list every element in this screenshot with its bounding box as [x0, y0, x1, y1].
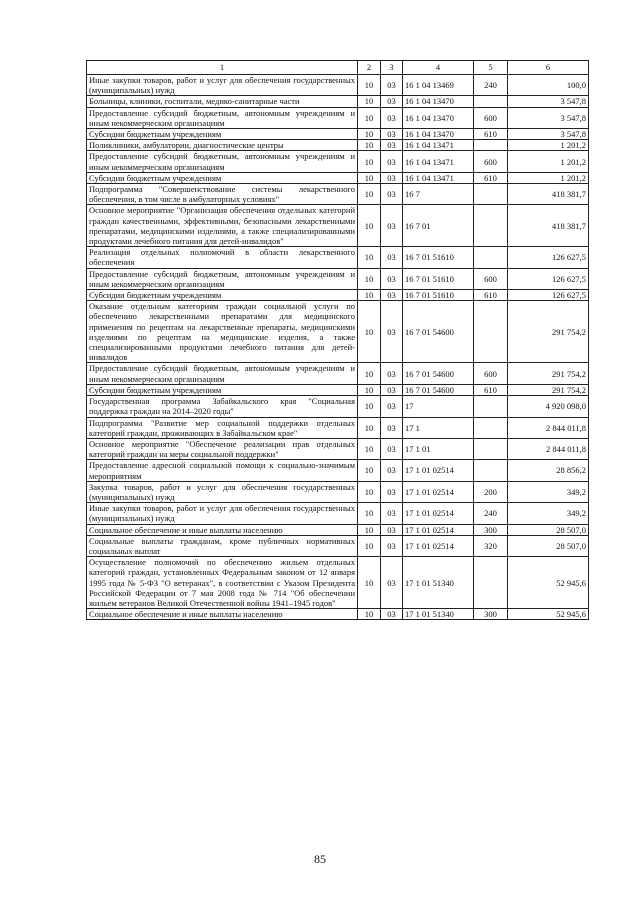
- budget-table: [86, 60, 589, 620]
- section-code-cell: 10: [358, 290, 381, 301]
- subsection-code-cell: 03: [381, 481, 403, 502]
- section-code-cell: 10: [358, 151, 381, 172]
- subsection-code-cell: 03: [381, 396, 403, 417]
- amount-cell: 349,2: [508, 481, 589, 502]
- amount-cell: 291 754,2: [508, 363, 589, 384]
- table-row: [87, 535, 589, 556]
- header-cell: 3: [381, 61, 403, 75]
- header-cell: 2: [358, 61, 381, 75]
- table-row: [87, 363, 589, 384]
- budget-table-body: [87, 61, 589, 620]
- amount-cell: 1 201,2: [508, 151, 589, 172]
- item-name-cell: Иные закупки товаров, работ и услуг для обеспечения государственных (муниципальных) нужд: [87, 503, 358, 524]
- subsection-code-cell: 03: [381, 524, 403, 535]
- target-article-cell: 16 7: [403, 184, 474, 205]
- expense-type-cell: [474, 205, 508, 247]
- table-row: [87, 301, 589, 363]
- expense-type-cell: [474, 438, 508, 459]
- subsection-code-cell: 03: [381, 417, 403, 438]
- section-code-cell: 10: [358, 503, 381, 524]
- item-name-cell: Субсидии бюджетным учреждениям: [87, 290, 358, 301]
- target-article-cell: 16 7 01: [403, 205, 474, 247]
- page-number: 85: [314, 852, 326, 866]
- section-code-cell: 10: [358, 438, 381, 459]
- amount-cell: 126 627,5: [508, 268, 589, 289]
- expense-type-cell: 200: [474, 481, 508, 502]
- subsection-code-cell: 03: [381, 268, 403, 289]
- section-code-cell: 10: [358, 75, 381, 96]
- subsection-code-cell: 03: [381, 363, 403, 384]
- amount-cell: 3 547,8: [508, 129, 589, 140]
- amount-cell: 3 547,8: [508, 107, 589, 128]
- header-cell: 6: [508, 61, 589, 75]
- subsection-code-cell: 03: [381, 503, 403, 524]
- table-row: [87, 96, 589, 107]
- section-code-cell: 10: [358, 384, 381, 395]
- expense-type-cell: [474, 301, 508, 363]
- target-article-cell: 16 7 01 54600: [403, 301, 474, 363]
- item-name-cell: Социальное обеспечение и иные выплаты населению: [87, 609, 358, 620]
- table-row: [87, 460, 589, 481]
- expense-type-cell: 600: [474, 363, 508, 384]
- header-cell: 5: [474, 61, 508, 75]
- target-article-cell: 16 7 01 51610: [403, 268, 474, 289]
- table-row: [87, 396, 589, 417]
- target-article-cell: 16 7 01 54600: [403, 384, 474, 395]
- expense-type-cell: 300: [474, 524, 508, 535]
- amount-cell: 418 381,7: [508, 205, 589, 247]
- target-article-cell: 16 7 01 54600: [403, 363, 474, 384]
- amount-cell: 2 844 011,8: [508, 438, 589, 459]
- target-article-cell: 16 7 01 51610: [403, 247, 474, 268]
- subsection-code-cell: 03: [381, 205, 403, 247]
- target-article-cell: 16 7 01 51610: [403, 290, 474, 301]
- amount-cell: 28 856,2: [508, 460, 589, 481]
- subsection-code-cell: 03: [381, 140, 403, 151]
- table-row: [87, 107, 589, 128]
- section-code-cell: 10: [358, 107, 381, 128]
- section-code-cell: 10: [358, 184, 381, 205]
- header-cell: 4: [403, 61, 474, 75]
- amount-cell: 1 201,2: [508, 172, 589, 183]
- section-code-cell: 10: [358, 481, 381, 502]
- target-article-cell: 17: [403, 396, 474, 417]
- amount-cell: 28 507,0: [508, 535, 589, 556]
- target-article-cell: 16 1 04 13470: [403, 129, 474, 140]
- item-name-cell: Предоставление субсидий бюджетным, автономным учреждениям и иным некоммерческим организациям: [87, 107, 358, 128]
- table-row: [87, 205, 589, 247]
- section-code-cell: 10: [358, 363, 381, 384]
- amount-cell: 4 920 098,0: [508, 396, 589, 417]
- subsection-code-cell: 03: [381, 460, 403, 481]
- table-row: [87, 481, 589, 502]
- section-code-cell: 10: [358, 609, 381, 620]
- section-code-cell: 10: [358, 205, 381, 247]
- target-article-cell: 17 1 01 02514: [403, 503, 474, 524]
- target-article-cell: 17 1 01 02514: [403, 524, 474, 535]
- expense-type-cell: [474, 140, 508, 151]
- expense-type-cell: 600: [474, 268, 508, 289]
- item-name-cell: Основное мероприятие "Организация обеспечения отдельных категорий граждан качественными, эффективными, безопасными лекарственными препаратами, медицинскими изделиями, а также специализированными продуктами лечебного питания для детей-инвалидов": [87, 205, 358, 247]
- subsection-code-cell: 03: [381, 75, 403, 96]
- section-code-cell: 10: [358, 247, 381, 268]
- target-article-cell: 17 1 01 02514: [403, 460, 474, 481]
- item-name-cell: Реализация отдельных полномочий в области лекарственного обеспечения: [87, 247, 358, 268]
- expense-type-cell: 600: [474, 107, 508, 128]
- item-name-cell: Подпрограмма "Развитие мер социальной поддержки отдельных категорий граждан, проживающих в Забайкальском крае": [87, 417, 358, 438]
- expense-type-cell: [474, 96, 508, 107]
- expense-type-cell: 240: [474, 75, 508, 96]
- item-name-cell: Предоставление субсидий бюджетным, автономным учреждениям и иным некоммерческим организациям: [87, 151, 358, 172]
- subsection-code-cell: 03: [381, 301, 403, 363]
- target-article-cell: 17 1 01 02514: [403, 481, 474, 502]
- target-article-cell: 16 1 04 13471: [403, 140, 474, 151]
- section-code-cell: 10: [358, 460, 381, 481]
- expense-type-cell: [474, 417, 508, 438]
- item-name-cell: Закупка товаров, работ и услуг для обеспечения государственных (муниципальных) нужд: [87, 481, 358, 502]
- item-name-cell: Социальное обеспечение и иные выплаты населению: [87, 524, 358, 535]
- target-article-cell: 16 1 04 13469: [403, 75, 474, 96]
- amount-cell: 126 627,5: [508, 290, 589, 301]
- section-code-cell: 10: [358, 417, 381, 438]
- subsection-code-cell: 03: [381, 151, 403, 172]
- amount-cell: 52 945,6: [508, 609, 589, 620]
- item-name-cell: Больницы, клиники, госпитали, медико-санитарные части: [87, 96, 358, 107]
- item-name-cell: Осуществление полномочий по обеспечению жильем отдельных категорий граждан, установленных Федеральным законом от 12 января 1995 года № 5-ФЗ "О ветеранах", в соответствии с Указом Президента Российской Федерации от 7 мая 2008 года № 714 "Об обеспечении жильем ветеранов Великой Отечественной войны 1941–1945 годов": [87, 557, 358, 609]
- item-name-cell: Субсидии бюджетным учреждениям: [87, 129, 358, 140]
- header-cell: 1: [87, 61, 358, 75]
- item-name-cell: Государственная программа Забайкальского края "Социальная поддержка граждан на 2014–2020 годы": [87, 396, 358, 417]
- subsection-code-cell: 03: [381, 96, 403, 107]
- table-row: [87, 524, 589, 535]
- section-code-cell: 10: [358, 172, 381, 183]
- subsection-code-cell: 03: [381, 535, 403, 556]
- subsection-code-cell: 03: [381, 107, 403, 128]
- item-name-cell: Предоставление субсидий бюджетным, автономным учреждениям и иным некоммерческим организациям: [87, 363, 358, 384]
- table-row: [87, 268, 589, 289]
- amount-cell: 52 945,6: [508, 557, 589, 609]
- expense-type-cell: 610: [474, 290, 508, 301]
- item-name-cell: Подпрограмма "Совершенствование системы лекарственного обеспечения, в том числе в амбулаторных условиях": [87, 184, 358, 205]
- amount-cell: 28 507,0: [508, 524, 589, 535]
- amount-cell: 291 754,2: [508, 301, 589, 363]
- amount-cell: 2 844 011,8: [508, 417, 589, 438]
- subsection-code-cell: 03: [381, 129, 403, 140]
- amount-cell: 291 754,2: [508, 384, 589, 395]
- expense-type-cell: [474, 396, 508, 417]
- target-article-cell: 17 1 01 02514: [403, 535, 474, 556]
- table-row: [87, 129, 589, 140]
- subsection-code-cell: 03: [381, 438, 403, 459]
- item-name-cell: Оказание отдельным категориям граждан социальной услуги по обеспечению лекарственными препаратами для медицинского применения по рецептам на лекарственные препараты, медицинскими изделиями по рецептам на медицинские изделия, а также специализированными продуктами лечебного питания для детей-инвалидов: [87, 301, 358, 363]
- item-name-cell: Предоставление адресной социальной помощи к социально-значимым мероприятиям: [87, 460, 358, 481]
- expense-type-cell: 240: [474, 503, 508, 524]
- section-code-cell: 10: [358, 557, 381, 609]
- table-row: [87, 557, 589, 609]
- subsection-code-cell: 03: [381, 384, 403, 395]
- table-row: [87, 172, 589, 183]
- table-row: [87, 609, 589, 620]
- expense-type-cell: [474, 557, 508, 609]
- expense-type-cell: [474, 247, 508, 268]
- table-row: [87, 503, 589, 524]
- section-code-cell: 10: [358, 524, 381, 535]
- table-row: [87, 75, 589, 96]
- target-article-cell: 17 1: [403, 417, 474, 438]
- section-code-cell: 10: [358, 140, 381, 151]
- item-name-cell: Иные закупки товаров, работ и услуг для обеспечения государственных (муниципальных) нужд: [87, 75, 358, 96]
- subsection-code-cell: 03: [381, 290, 403, 301]
- section-code-cell: 10: [358, 268, 381, 289]
- section-code-cell: 10: [358, 301, 381, 363]
- amount-cell: 3 547,8: [508, 96, 589, 107]
- section-code-cell: 10: [358, 535, 381, 556]
- subsection-code-cell: 03: [381, 609, 403, 620]
- section-code-cell: 10: [358, 129, 381, 140]
- expense-type-cell: 610: [474, 384, 508, 395]
- amount-cell: 349,2: [508, 503, 589, 524]
- item-name-cell: Субсидии бюджетным учреждениям: [87, 384, 358, 395]
- subsection-code-cell: 03: [381, 172, 403, 183]
- expense-type-cell: [474, 460, 508, 481]
- section-code-cell: 10: [358, 396, 381, 417]
- target-article-cell: 17 1 01: [403, 438, 474, 459]
- expense-type-cell: 610: [474, 172, 508, 183]
- table-row: [87, 140, 589, 151]
- table-row: [87, 290, 589, 301]
- expense-type-cell: 610: [474, 129, 508, 140]
- target-article-cell: 16 1 04 13470: [403, 107, 474, 128]
- target-article-cell: 16 1 04 13470: [403, 96, 474, 107]
- amount-cell: 1 201,2: [508, 140, 589, 151]
- table-row: [87, 184, 589, 205]
- item-name-cell: Основное мероприятие "Обеспечение реализации прав отдельных категорий граждан на меры социальной поддержки": [87, 438, 358, 459]
- subsection-code-cell: 03: [381, 184, 403, 205]
- expense-type-cell: 300: [474, 609, 508, 620]
- target-article-cell: 17 1 01 51340: [403, 557, 474, 609]
- table-row: [87, 438, 589, 459]
- target-article-cell: 16 1 04 13471: [403, 151, 474, 172]
- amount-cell: 418 381,7: [508, 184, 589, 205]
- item-name-cell: Субсидии бюджетным учреждениям: [87, 172, 358, 183]
- table-row: [87, 417, 589, 438]
- item-name-cell: Поликлиники, амбулатории, диагностические центры: [87, 140, 358, 151]
- table-row: [87, 151, 589, 172]
- subsection-code-cell: 03: [381, 557, 403, 609]
- section-code-cell: 10: [358, 96, 381, 107]
- item-name-cell: Предоставление субсидий бюджетным, автономным учреждениям и иным некоммерческим организациям: [87, 268, 358, 289]
- table-header-row: [87, 61, 589, 75]
- expense-type-cell: [474, 184, 508, 205]
- item-name-cell: Социальные выплаты гражданам, кроме публичных нормативных социальных выплат: [87, 535, 358, 556]
- expense-type-cell: 320: [474, 535, 508, 556]
- target-article-cell: 16 1 04 13471: [403, 172, 474, 183]
- target-article-cell: 17 1 01 51340: [403, 609, 474, 620]
- subsection-code-cell: 03: [381, 247, 403, 268]
- table-row: [87, 247, 589, 268]
- expense-type-cell: 600: [474, 151, 508, 172]
- amount-cell: 126 627,5: [508, 247, 589, 268]
- table-row: [87, 384, 589, 395]
- amount-cell: 100,0: [508, 75, 589, 96]
